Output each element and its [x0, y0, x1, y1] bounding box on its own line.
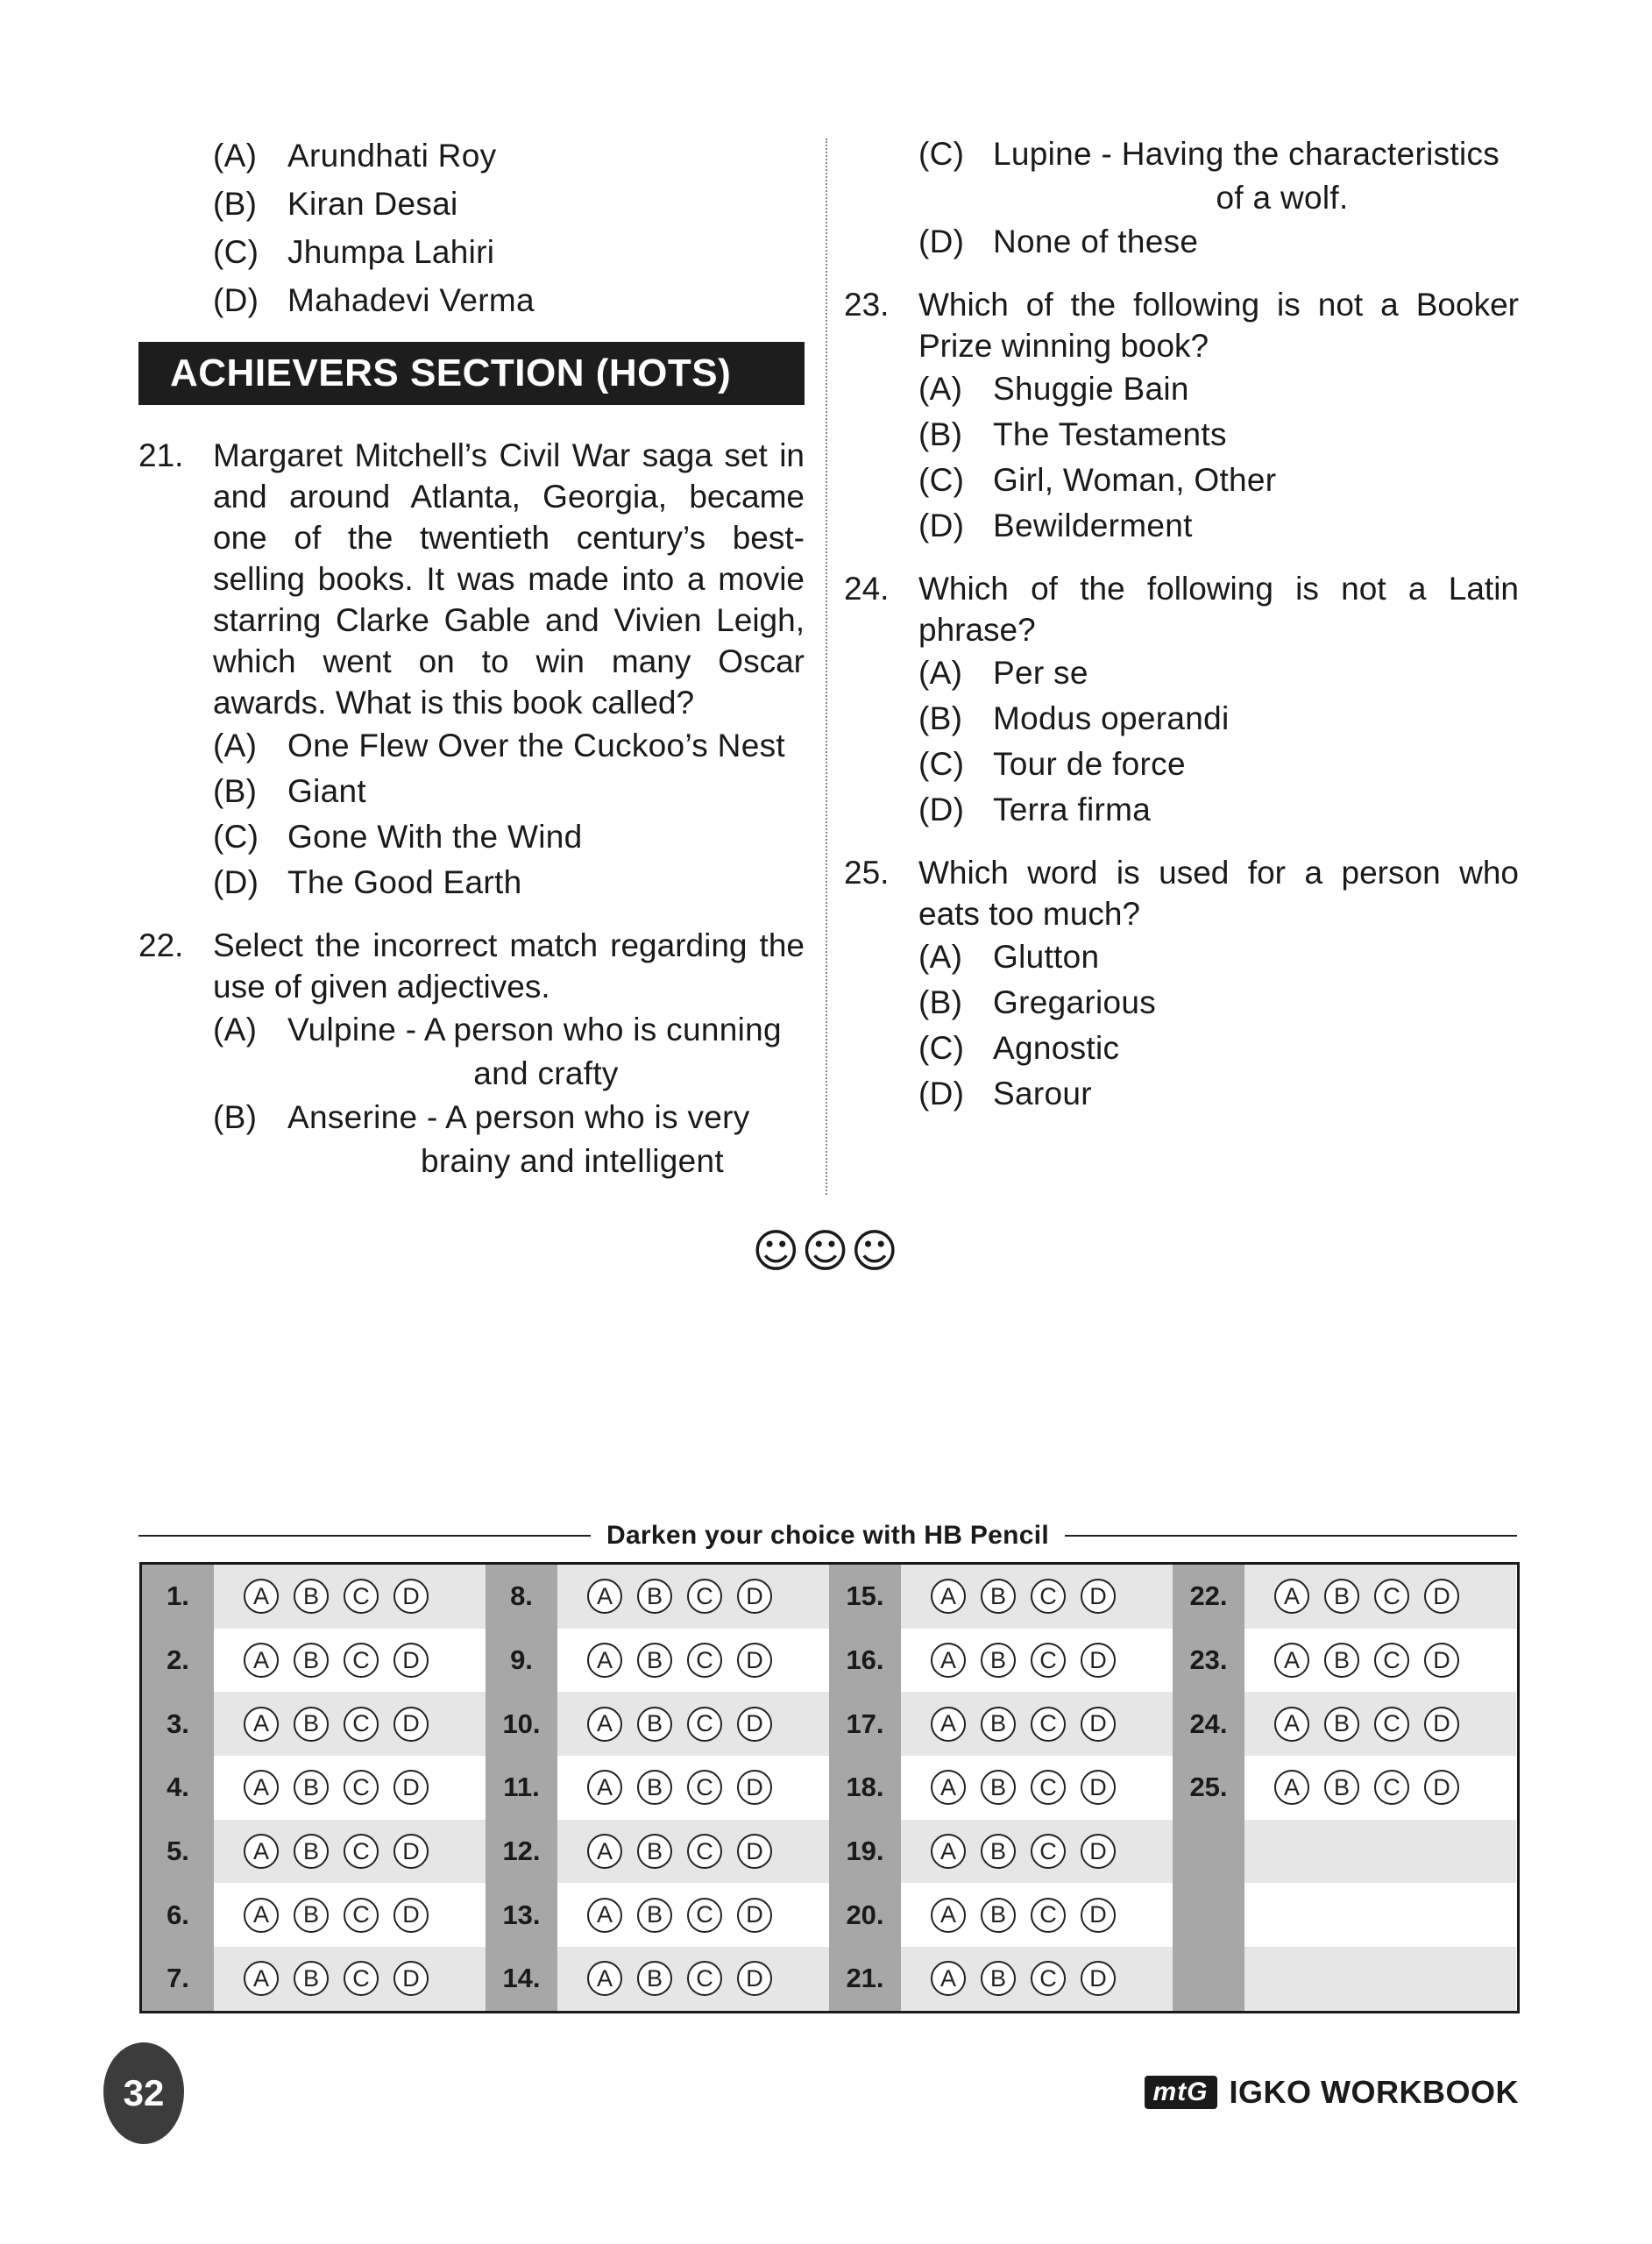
answer-bubble-d[interactable]: D: [1081, 1770, 1116, 1805]
answer-bubble-d[interactable]: D: [394, 1961, 429, 1996]
answer-bubble-a[interactable]: A: [244, 1898, 279, 1933]
question-number: 21.: [138, 437, 184, 473]
answer-bubble-d[interactable]: D: [1081, 1579, 1116, 1614]
option-row: (A) Arundhati Roy: [213, 138, 497, 174]
answer-bubble-a[interactable]: A: [587, 1579, 622, 1614]
answer-bubble-a[interactable]: A: [244, 1643, 279, 1678]
answer-bubble-b[interactable]: B: [637, 1898, 672, 1933]
answer-number: 19.: [846, 1836, 884, 1867]
answer-bubble-a[interactable]: A: [587, 1770, 622, 1805]
answer-bubble-row: [214, 1883, 486, 1947]
answer-number: 13.: [502, 1899, 541, 1930]
answer-bubble-c[interactable]: C: [344, 1834, 379, 1869]
answer-number: 12.: [502, 1836, 541, 1867]
answer-bubble-a[interactable]: A: [244, 1579, 279, 1614]
answer-bubble-a[interactable]: A: [1274, 1770, 1309, 1805]
answer-bubble-b[interactable]: B: [1324, 1579, 1359, 1614]
answer-bubble-row: [1244, 1756, 1516, 1820]
question-text: Select the incorrect match regarding the use of given adjectives.: [213, 927, 805, 1005]
answer-bubble-row: [214, 1565, 486, 1629]
question-text: Which of the following is not a Booker Prize winning book?: [918, 287, 1519, 364]
option-row: (C) Jhumpa Lahiri: [213, 234, 495, 270]
question-number: 25.: [844, 855, 890, 891]
option-row: (C) Girl, Woman, Other: [918, 462, 1277, 498]
answer-bubble-row: [557, 1947, 829, 2011]
answer-bubble-row: [214, 1756, 486, 1820]
answer-number: 15.: [846, 1580, 884, 1612]
question-number-column: [1173, 1565, 1244, 2011]
question-25: [844, 852, 1519, 1117]
answer-bubble-c[interactable]: C: [687, 1834, 722, 1869]
question-number-column: [142, 1565, 214, 2011]
answer-bubble-d[interactable]: D: [1081, 1961, 1116, 1996]
answer-bubble-c[interactable]: C: [344, 1770, 379, 1805]
answer-bubble-c[interactable]: C: [1031, 1834, 1066, 1869]
answer-bubble-c[interactable]: C: [1374, 1643, 1409, 1678]
answer-bubble-b[interactable]: B: [294, 1707, 329, 1742]
answer-bubble-c[interactable]: C: [1374, 1579, 1409, 1614]
previous-question-options: [138, 131, 805, 324]
answer-sheet-grid: [139, 1562, 1520, 2013]
answer-bubble-d[interactable]: D: [1424, 1707, 1459, 1742]
answer-bubble-b[interactable]: B: [294, 1834, 329, 1869]
answer-bubble-c[interactable]: C: [687, 1898, 722, 1933]
answer-group: [1173, 1565, 1516, 2011]
option-row: (D) Sarour: [918, 1076, 1092, 1111]
question-21: [138, 435, 805, 905]
section-heading: ACHIEVERS SECTION (HOTS): [138, 342, 805, 405]
answer-number: 20.: [846, 1899, 884, 1930]
answer-bubble-d[interactable]: D: [394, 1643, 429, 1678]
answer-bubble-a[interactable]: A: [244, 1770, 279, 1805]
page-number: 32: [103, 2042, 184, 2144]
answer-bubble-b[interactable]: B: [637, 1834, 672, 1869]
answer-group: [486, 1565, 829, 2011]
question-22-continued: [844, 131, 1519, 265]
answer-number: 10.: [502, 1708, 541, 1739]
mtg-logo: mtG: [1145, 2076, 1217, 2109]
answer-bubble-d[interactable]: D: [394, 1579, 429, 1614]
answer-bubble-a[interactable]: A: [587, 1643, 622, 1678]
option-row: (D) Mahadevi Verma: [213, 282, 535, 318]
answer-bubble-b[interactable]: B: [294, 1770, 329, 1805]
answer-bubble-b[interactable]: B: [637, 1579, 672, 1614]
answer-bubble-d[interactable]: D: [1424, 1643, 1459, 1678]
answer-bubble-b[interactable]: B: [637, 1707, 672, 1742]
answer-bubble-row: [1244, 1883, 1516, 1947]
answer-number: 1.: [167, 1580, 189, 1612]
answer-bubble-d[interactable]: D: [394, 1898, 429, 1933]
answer-number: 5.: [167, 1836, 189, 1867]
option-row: (A) Per se: [918, 655, 1088, 691]
answer-bubble-d[interactable]: D: [737, 1961, 772, 1996]
option-row: (A) One Flew Over the Cuckoo’s Nest: [213, 728, 785, 763]
answer-bubble-c[interactable]: C: [687, 1643, 722, 1678]
answer-bubble-c[interactable]: C: [1031, 1579, 1066, 1614]
answer-bubble-a[interactable]: A: [931, 1834, 966, 1869]
bubble-column: [1244, 1565, 1516, 2011]
answer-number: 23.: [1189, 1644, 1228, 1676]
option-row: (D) The Good Earth: [213, 864, 522, 900]
answer-bubble-b[interactable]: B: [1324, 1707, 1359, 1742]
answer-bubble-d[interactable]: D: [737, 1707, 772, 1742]
answer-number: 24.: [1189, 1708, 1228, 1739]
title-rule: [1065, 1535, 1517, 1537]
answer-bubble-d[interactable]: D: [737, 1770, 772, 1805]
answer-bubble-c[interactable]: C: [687, 1707, 722, 1742]
answer-bubble-b[interactable]: B: [1324, 1770, 1359, 1805]
answer-bubble-b[interactable]: B: [294, 1579, 329, 1614]
answer-bubble-a[interactable]: A: [1274, 1643, 1309, 1678]
answer-bubble-row: [214, 1820, 486, 1884]
answer-bubble-c[interactable]: C: [344, 1961, 379, 1996]
answer-bubble-b[interactable]: B: [637, 1961, 672, 1996]
answer-bubble-row: [901, 1692, 1173, 1756]
answer-bubble-a[interactable]: A: [244, 1961, 279, 1996]
answer-group: [142, 1565, 486, 2011]
bubble-column: [214, 1565, 486, 2011]
answer-number: 6.: [167, 1899, 189, 1930]
left-column: [138, 131, 805, 1182]
answer-bubble-a[interactable]: A: [587, 1898, 622, 1933]
answer-number: 17.: [846, 1708, 884, 1739]
answer-bubble-a[interactable]: A: [931, 1643, 966, 1678]
answer-bubble-a[interactable]: A: [931, 1961, 966, 1996]
answer-bubble-row: [901, 1883, 1173, 1947]
question-number: 22.: [138, 927, 184, 963]
answer-bubble-c[interactable]: C: [1031, 1707, 1066, 1742]
option-row: (D) None of these: [918, 224, 1199, 259]
option-row: (A) Vulpine - A person who is cunning and crafty: [213, 1012, 782, 1091]
answer-bubble-d[interactable]: D: [1081, 1707, 1116, 1742]
bubble-column: [901, 1565, 1173, 2011]
answer-bubble-a[interactable]: A: [931, 1770, 966, 1805]
option-row: (B) Anserine - A person who is very brainy and intelligent: [213, 1099, 750, 1179]
answer-bubble-d[interactable]: D: [1081, 1898, 1116, 1933]
question-number-column: [486, 1565, 557, 2011]
answer-bubble-row: [557, 1820, 829, 1884]
answer-group: [829, 1565, 1173, 2011]
option-row: (B) The Testaments: [918, 416, 1227, 452]
question-number-column: [829, 1565, 901, 2011]
answer-bubble-d[interactable]: D: [737, 1579, 772, 1614]
option-row: (D) Terra firma: [918, 792, 1152, 827]
bubble-column: [557, 1565, 829, 2011]
answer-bubble-d[interactable]: D: [1081, 1643, 1116, 1678]
option-row: (B) Modus operandi: [918, 700, 1230, 736]
answer-bubble-b[interactable]: B: [1324, 1643, 1359, 1678]
answer-bubble-c[interactable]: C: [687, 1770, 722, 1805]
answer-bubble-d[interactable]: D: [1081, 1834, 1116, 1869]
answer-bubble-b[interactable]: B: [981, 1770, 1016, 1805]
answer-bubble-a[interactable]: A: [931, 1579, 966, 1614]
brand-text: IGKO WORKBOOK: [1229, 2074, 1519, 2110]
answer-bubble-row: [557, 1692, 829, 1756]
answer-bubble-b[interactable]: B: [294, 1898, 329, 1933]
answer-number: 14.: [502, 1963, 541, 1994]
answer-number: 8.: [510, 1580, 533, 1612]
answer-bubble-row: [214, 1947, 486, 2011]
answer-bubble-b[interactable]: B: [981, 1707, 1016, 1742]
answer-number: 9.: [510, 1644, 533, 1676]
question-23: [844, 284, 1519, 549]
option-row: (A) Glutton: [918, 939, 1100, 975]
option-row: (D) Bewilderment: [918, 508, 1193, 543]
question-number: 24.: [844, 571, 890, 607]
answer-bubble-c[interactable]: C: [1031, 1898, 1066, 1933]
option-row: (B) Giant: [213, 773, 366, 809]
answer-bubble-c[interactable]: C: [1031, 1961, 1066, 1996]
answer-bubble-d[interactable]: D: [394, 1834, 429, 1869]
answer-bubble-c[interactable]: C: [344, 1643, 379, 1678]
answer-bubble-a[interactable]: A: [1274, 1707, 1309, 1742]
column-divider: [826, 138, 827, 1195]
answer-number: 21.: [846, 1963, 884, 1994]
question-text: Which word is used for a person who eats too much?: [918, 855, 1519, 932]
answer-bubble-d[interactable]: D: [1424, 1770, 1459, 1805]
option-row: (A) Shuggie Bain: [918, 371, 1189, 407]
answer-bubble-c[interactable]: C: [1374, 1770, 1409, 1805]
answer-bubble-d[interactable]: D: [1424, 1579, 1459, 1614]
answer-bubble-b[interactable]: B: [294, 1643, 329, 1678]
answer-bubble-a[interactable]: A: [931, 1898, 966, 1933]
answer-bubble-d[interactable]: D: [394, 1707, 429, 1742]
answer-number: [1173, 1820, 1244, 1884]
answer-bubble-a[interactable]: A: [244, 1707, 279, 1742]
answer-bubble-b[interactable]: B: [637, 1643, 672, 1678]
question-text: Which of the following is not a Latin phrase?: [918, 571, 1519, 648]
question-22: [138, 925, 805, 1182]
question-24: [844, 568, 1519, 833]
answer-bubble-a[interactable]: A: [587, 1834, 622, 1869]
answer-number: 25.: [1189, 1772, 1228, 1803]
option-row: (B) Gregarious: [918, 984, 1157, 1020]
answer-bubble-c[interactable]: C: [1031, 1643, 1066, 1678]
right-column: [844, 131, 1519, 1117]
answer-number: 11.: [503, 1772, 540, 1803]
answer-bubble-d[interactable]: D: [737, 1834, 772, 1869]
answer-bubble-a[interactable]: A: [1274, 1579, 1309, 1614]
answer-bubble-b[interactable]: B: [981, 1898, 1016, 1933]
answer-bubble-row: [557, 1565, 829, 1629]
answer-bubble-d[interactable]: D: [394, 1770, 429, 1805]
answer-bubble-c[interactable]: C: [344, 1579, 379, 1614]
answer-number: 22.: [1189, 1580, 1228, 1612]
answer-bubble-a[interactable]: A: [931, 1707, 966, 1742]
answer-bubble-a[interactable]: A: [244, 1834, 279, 1869]
answer-bubble-c[interactable]: C: [687, 1961, 722, 1996]
answer-number: [1173, 1883, 1244, 1947]
answer-bubble-c[interactable]: C: [344, 1707, 379, 1742]
answer-number: 2.: [167, 1644, 189, 1676]
option-row: (C) Agnostic: [918, 1030, 1120, 1066]
answer-number: 3.: [167, 1708, 189, 1739]
answer-bubble-b[interactable]: B: [981, 1961, 1016, 1996]
answer-bubble-row: [557, 1756, 829, 1820]
answer-bubble-c[interactable]: C: [1031, 1770, 1066, 1805]
answer-bubble-row: [901, 1629, 1173, 1693]
answer-bubble-c[interactable]: C: [687, 1579, 722, 1614]
answer-bubble-row: [214, 1629, 486, 1693]
answer-bubble-row: [557, 1883, 829, 1947]
answer-bubble-row: [1244, 1947, 1516, 2011]
answer-number: 4.: [167, 1772, 189, 1803]
answer-bubble-c[interactable]: C: [1374, 1707, 1409, 1742]
answer-bubble-b[interactable]: B: [294, 1961, 329, 1996]
answer-bubble-a[interactable]: A: [587, 1707, 622, 1742]
answer-bubble-b[interactable]: B: [981, 1579, 1016, 1614]
answer-bubble-d[interactable]: D: [737, 1643, 772, 1678]
answer-bubble-row: [1244, 1565, 1516, 1629]
option-row: (C) Tour de force: [918, 746, 1186, 782]
answer-bubble-a[interactable]: A: [587, 1961, 622, 1996]
answer-bubble-row: [1244, 1692, 1516, 1756]
answer-bubble-row: [901, 1756, 1173, 1820]
brand: [1145, 2074, 1519, 2111]
option-row: (B) Kiran Desai: [213, 186, 458, 222]
smiley-icons: ☺☺☺: [752, 1225, 900, 1278]
option-row: (C) Gone With the Wind: [213, 819, 583, 855]
answer-bubble-c[interactable]: C: [344, 1898, 379, 1933]
answer-sheet-title: Darken your choice with HB Pencil: [138, 1516, 1517, 1555]
answer-bubble-row: [1244, 1820, 1516, 1884]
option-row: (C) Lupine - Having the characteristics of a wolf.: [918, 136, 1500, 216]
answer-bubble-d[interactable]: D: [737, 1898, 772, 1933]
answer-bubble-b[interactable]: B: [981, 1643, 1016, 1678]
answer-bubble-row: [901, 1820, 1173, 1884]
answer-bubble-row: [1244, 1629, 1516, 1693]
answer-bubble-b[interactable]: B: [637, 1770, 672, 1805]
answer-bubble-row: [901, 1565, 1173, 1629]
answer-number: 16.: [846, 1644, 884, 1676]
answer-bubble-row: [214, 1692, 486, 1756]
question-text: Margaret Mitchell’s Civil War saga set in and around Atlanta, Georgia, became one of the twentieth century’s best-selling books. It was made into a movie starring Clarke Gable and Vivien Leigh, which went on to win many Oscar awards. What is this book called?: [213, 437, 805, 721]
question-number: 23.: [844, 287, 890, 323]
answer-bubble-b[interactable]: B: [981, 1834, 1016, 1869]
answer-number: 7.: [167, 1963, 189, 1994]
answer-number: [1173, 1947, 1244, 2011]
answer-bubble-row: [901, 1947, 1173, 2011]
answer-bubble-row: [557, 1629, 829, 1693]
answer-number: 18.: [846, 1772, 884, 1803]
title-rule: [138, 1535, 591, 1537]
